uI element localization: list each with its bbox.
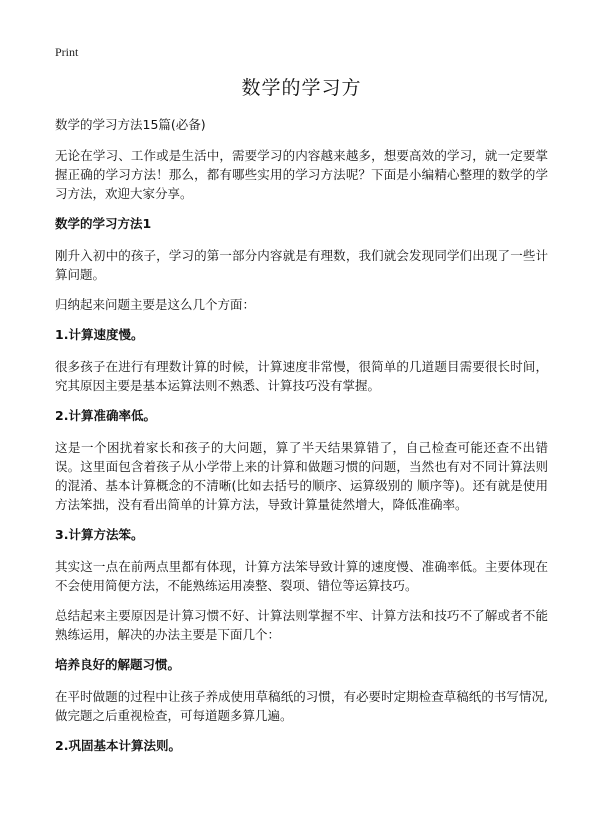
document-subtitle: 数学的学习方法15篇(必备)	[55, 117, 206, 132]
point-paragraph: 这是一个困扰着家长和孩子的大问题，算了半天结果算错了，自己检查可能还查不出错误。这里面包含着孩子从小学带上来的计算和做题习惯的问题，当然也有对不同计算法则的混淆、基本计算概念的不清晰(比如去括号的顺序、运算级别的 顺序等)。还有就是使用方法笨拙，没有看出简单的计算方法，导致计算量徒然增大，降低准确率。	[55, 440, 548, 512]
section-heading: 数学的学习方法1	[55, 216, 152, 231]
solution-heading: 2.巩固基本计算法则。	[55, 738, 181, 753]
point-heading: 3.计算方法笨。	[55, 527, 144, 542]
point-heading: 1.计算速度慢。	[55, 327, 144, 342]
section-paragraph: 刚升入初中的孩子，学习的第一部分内容就是有理数，我们就会发现同学们出现了一些计算问题。	[55, 248, 548, 282]
page-title: 数学的学习方	[241, 77, 362, 99]
summary-paragraph: 总结起来主要原因是计算习惯不好、计算法则掌握不牢、计算方法和技巧不了解或者不能熟练运用，解决的办法主要是下面几个：	[55, 608, 548, 642]
solution-paragraph: 在平时做题的过程中让孩子养成使用草稿纸的习惯，有必要时定期检查草稿纸的书写情况,做完题之后重视检查，可每道题多算几遍。	[55, 689, 548, 723]
solution-heading: 培养良好的解题习惯。	[55, 657, 181, 672]
point-heading: 2.计算准确率低。	[55, 408, 156, 423]
intro-paragraph: 无论在学习、工作或是生活中，需要学习的内容越来越多，想要高效的学习，就一定要掌握正确的学习方法！那么，都有哪些实用的学习方法呢？下面是小编精心整理的数学的学习方法，欢迎大家分享。	[55, 148, 548, 201]
section-paragraph: 归纳起来问题主要是这么几个方面：	[55, 297, 256, 312]
print-label: Print	[55, 45, 79, 59]
point-paragraph: 很多孩子在进行有理数计算的时候，计算速度非常慢，很简单的几道题目需要很长时间，究其原因主要是基本运算法则不熟悉、计算技巧没有掌握。	[55, 359, 548, 393]
point-paragraph: 其实这一点在前两点里都有体现，计算方法笨导致计算的速度慢、准确率低。主要体现在不会使用简便方法，不能熟练运用凑整、裂项、错位等运算技巧。	[55, 559, 548, 593]
